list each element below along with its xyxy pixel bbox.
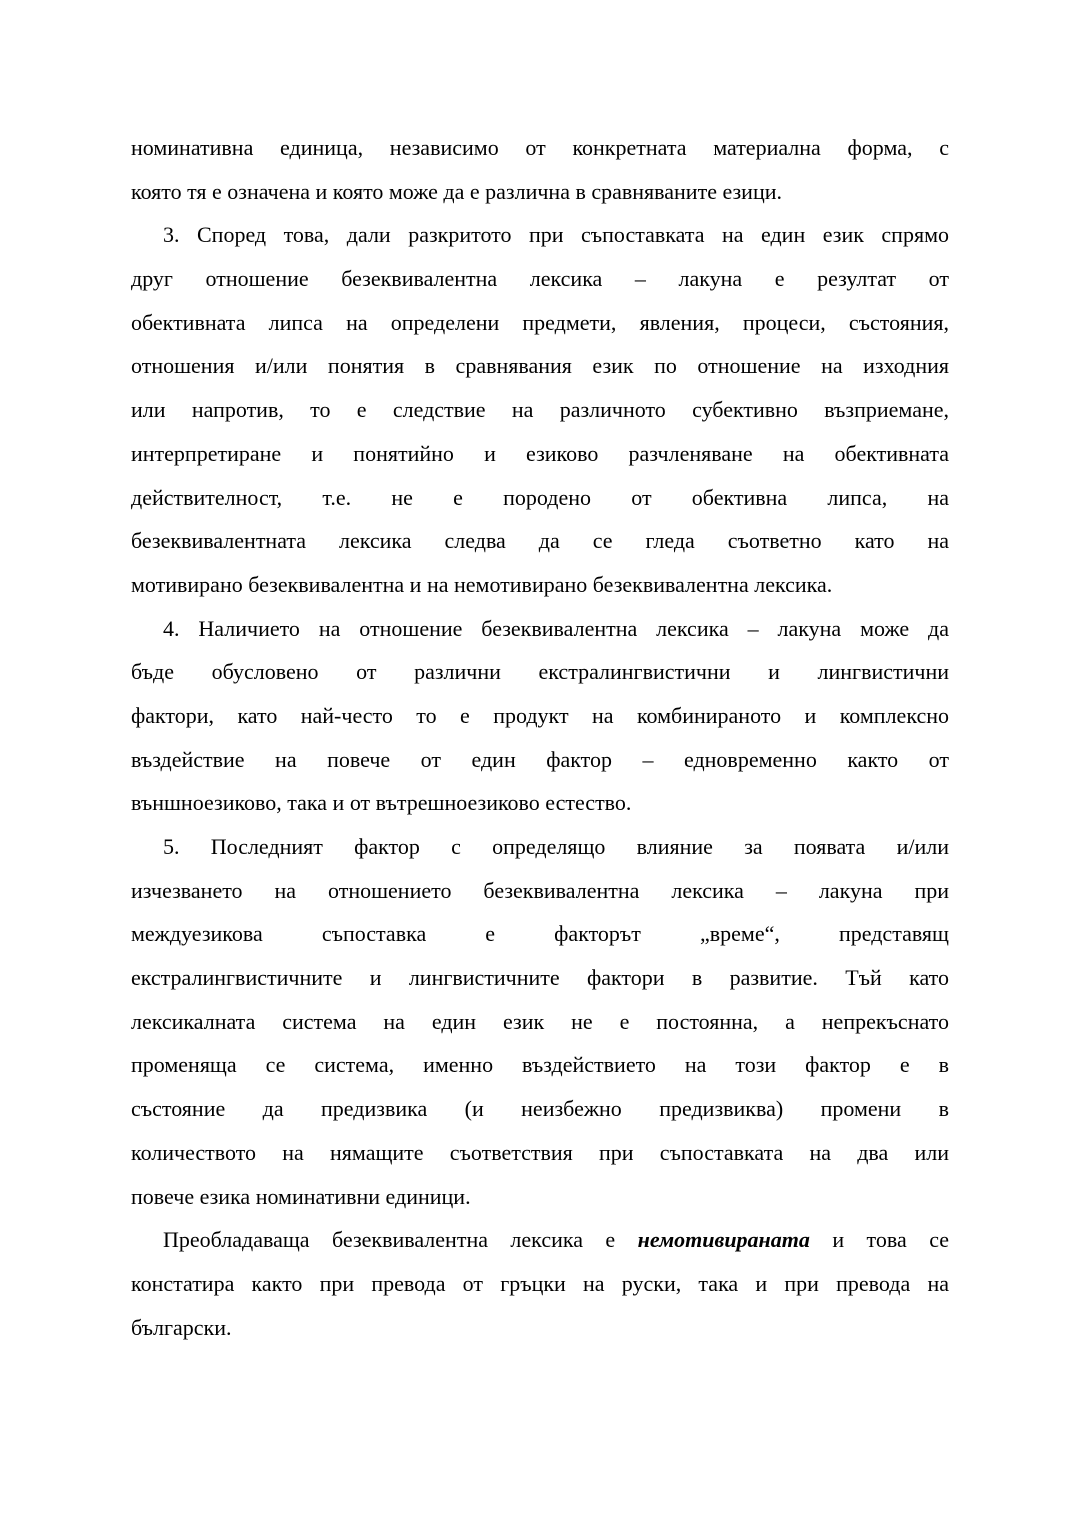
text-line: или напротив, то е следствие на различното субективно възприемане, bbox=[131, 397, 949, 423]
text-line: лексикалната система на един език не е постоянна, а непрекъснато bbox=[131, 1008, 949, 1034]
text-line: безеквивалентната лексика следва да се гледа съответно като на bbox=[131, 528, 949, 554]
text-line: отношения и/или понятия в сравнявания език по отношение на изходния bbox=[131, 353, 949, 379]
text-line: 5. Последният фактор с определящо влияние за появата и/или bbox=[163, 834, 949, 859]
paragraph bbox=[131, 607, 949, 825]
text-line: фактори, като най-често то е продукт на комбинираното и комплексно bbox=[131, 702, 949, 728]
text-line: 3. Според това, дали разкритото при съпоставката на един език спрямо bbox=[163, 222, 949, 248]
paragraph bbox=[131, 825, 949, 1218]
document-page bbox=[131, 126, 949, 1349]
text-line: български. bbox=[131, 1314, 232, 1340]
paragraph bbox=[131, 213, 949, 606]
text-line: действителност, т.е. не е породено от обективна липса, на bbox=[131, 484, 949, 510]
text-line: променяща се система, именно въздействието на този фактор е в bbox=[131, 1052, 949, 1078]
text-line: бъде обусловено от различни екстралингвистични и лингвистични bbox=[131, 659, 949, 685]
text-line: изчезването на отношението безеквивалентна лексика – лакуна при bbox=[131, 877, 949, 903]
text-line: състояние да предизвика (и неизбежно предизвиква) промени в bbox=[131, 1096, 949, 1122]
text-line: екстралингвистичните и лингвистичните фактори в развитие. Тъй като bbox=[131, 965, 949, 991]
text-line: интерпретиране и понятийно и езиково разчленяване на обективната bbox=[131, 440, 949, 466]
document-body bbox=[131, 126, 949, 1218]
text-line: 4. Наличието на отношение безеквивалентна лексика – лакуна може да bbox=[163, 615, 949, 641]
text-line: междуезикова съпоставка е факторът „време“, представящ bbox=[131, 921, 949, 947]
text-line: номинативна единица, независимо от конкретната материална форма, с bbox=[131, 135, 949, 160]
emphasized-term: немотивираната bbox=[637, 1227, 810, 1253]
text-line: въздействие на повече от един фактор – едновременно както от bbox=[131, 746, 949, 772]
text-span: Преобладаваща безеквивалентна лексика е bbox=[163, 1227, 638, 1253]
text-line: която тя е означена и която може да е различна в сравняваните езици. bbox=[131, 178, 782, 204]
text-span: и това се bbox=[809, 1227, 949, 1253]
text-line: повече езика номинативни единици. bbox=[131, 1183, 471, 1209]
text-line bbox=[131, 1218, 949, 1262]
text-line: друг отношение безеквивалентна лексика – лакуна е резултат от bbox=[131, 266, 949, 292]
paragraph-conclusion bbox=[131, 1218, 949, 1349]
paragraph bbox=[131, 126, 949, 213]
text-line: количеството на нямащите съответствия при съпоставката на два или bbox=[131, 1139, 949, 1165]
text-line: обективната липса на определени предмети, явления, процеси, състояния, bbox=[131, 309, 949, 335]
text-line: мотивирано безеквивалентна и на немотивирано безеквивалентна лексика. bbox=[131, 571, 833, 597]
text-line: външноезиково, така и от вътрешноезиково естество. bbox=[131, 790, 632, 816]
text-line: констатира както при превода от гръцки на руски, така и при превода на bbox=[131, 1270, 949, 1296]
